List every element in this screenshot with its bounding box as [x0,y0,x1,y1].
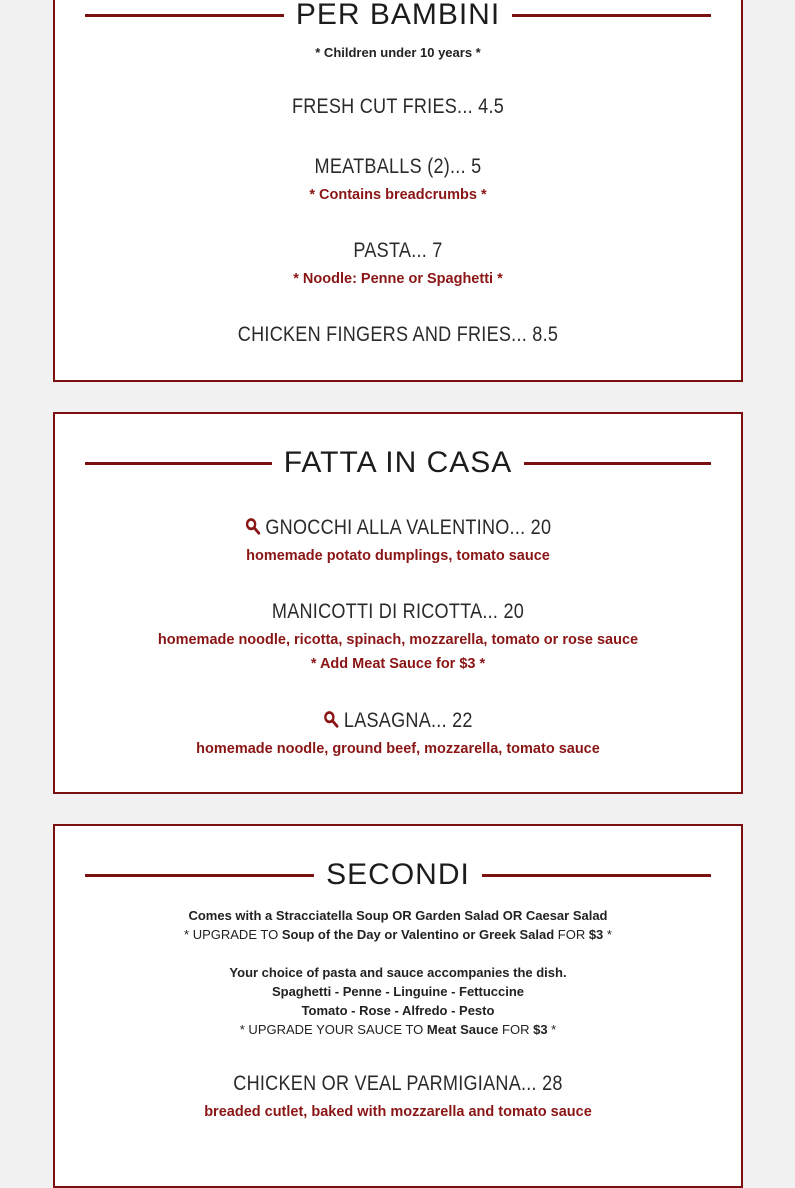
menu-item-addon-note: * Add Meat Sauce for $3 * [310,656,486,672]
menu-item-description: homemade potato dumplings, tomato sauce [246,548,550,564]
menu-item [103,516,693,540]
upgrade-price: $3 [533,1022,548,1037]
bambini-heading [85,0,711,32]
casa-title: FATTA IN CASA [283,446,513,479]
upgrade-for: FOR [554,927,589,942]
heading-rule-right [512,14,711,17]
menu-item-description: homemade noodle, ricotta, spinach, mozzarella, tomato or rose sauce [157,632,639,648]
menu-item [103,709,693,733]
secondi-sauce-options: Tomato - Rose - Alfredo - Pesto [301,1003,495,1018]
upgrade-for: FOR [498,1022,534,1037]
heading-rule-left [85,462,272,465]
upgrade-prefix: * UPGRADE TO [184,927,282,942]
secondi-section [53,824,743,1188]
menu-item-name: CHICKEN FINGERS AND FRIES... 8.5 [237,323,559,346]
secondi-heading [85,858,711,892]
secondi-pasta-note: Your choice of pasta and sauce accompanies the dish. [229,965,567,980]
secondi-title: SECONDI [326,858,470,891]
upgrade-suffix: * [603,927,612,942]
menu-item-description: breaded cutlet, baked with mozzarella and tomato sauce [204,1104,592,1120]
upgrade-price: $3 [588,927,604,942]
menu-item-name: MEATBALLS (2)... 5 [314,155,482,178]
bambini-section [53,0,743,382]
search-icon[interactable] [323,710,338,728]
secondi-side-note: Comes with a Stracciatella Soup OR Garden Salad OR Caesar Salad [188,908,608,923]
menu-item-name: LASAGNA... 22 [343,709,473,732]
menu-item-name: GNOCCHI ALLA VALENTINO... 20 [265,516,552,539]
upgrade-item: Meat Sauce [426,1022,499,1037]
upgrade-suffix: * [547,1022,557,1037]
heading-rule-left [85,874,314,877]
casa-section [53,412,743,794]
upgrade-item: Soup of the Day or Valentino or Greek Salad [281,927,555,942]
secondi-upgrade-note [55,927,741,942]
secondi-pasta-options: Spaghetti - Penne - Linguine - Fettuccine [271,984,525,999]
menu-item-name: PASTA... 7 [353,239,443,262]
heading-rule-right [482,874,711,877]
menu-item-name: FRESH CUT FRIES... 4.5 [291,95,505,118]
heading-rule-left [85,14,284,17]
secondi-sauce-upgrade [55,1022,741,1037]
menu-item-description: * Contains breadcrumbs * [309,187,487,203]
menu-item-description: * Noodle: Penne or Spaghetti * [293,271,503,287]
heading-rule-right [524,462,711,465]
bambini-age-note: * Children under 10 years * [315,45,481,60]
casa-heading [85,446,711,480]
menu-item-description: homemade noodle, ground beef, mozzarella, tomato sauce [196,741,600,757]
menu-item-name: CHICKEN OR VEAL PARMIGIANA... 28 [233,1072,563,1095]
upgrade-prefix: * UPGRADE YOUR SAUCE TO [239,1022,427,1037]
search-icon[interactable] [245,517,260,535]
menu-item-name: MANICOTTI DI RICOTTA... 20 [271,600,525,623]
bambini-title: PER BAMBINI [295,0,501,31]
